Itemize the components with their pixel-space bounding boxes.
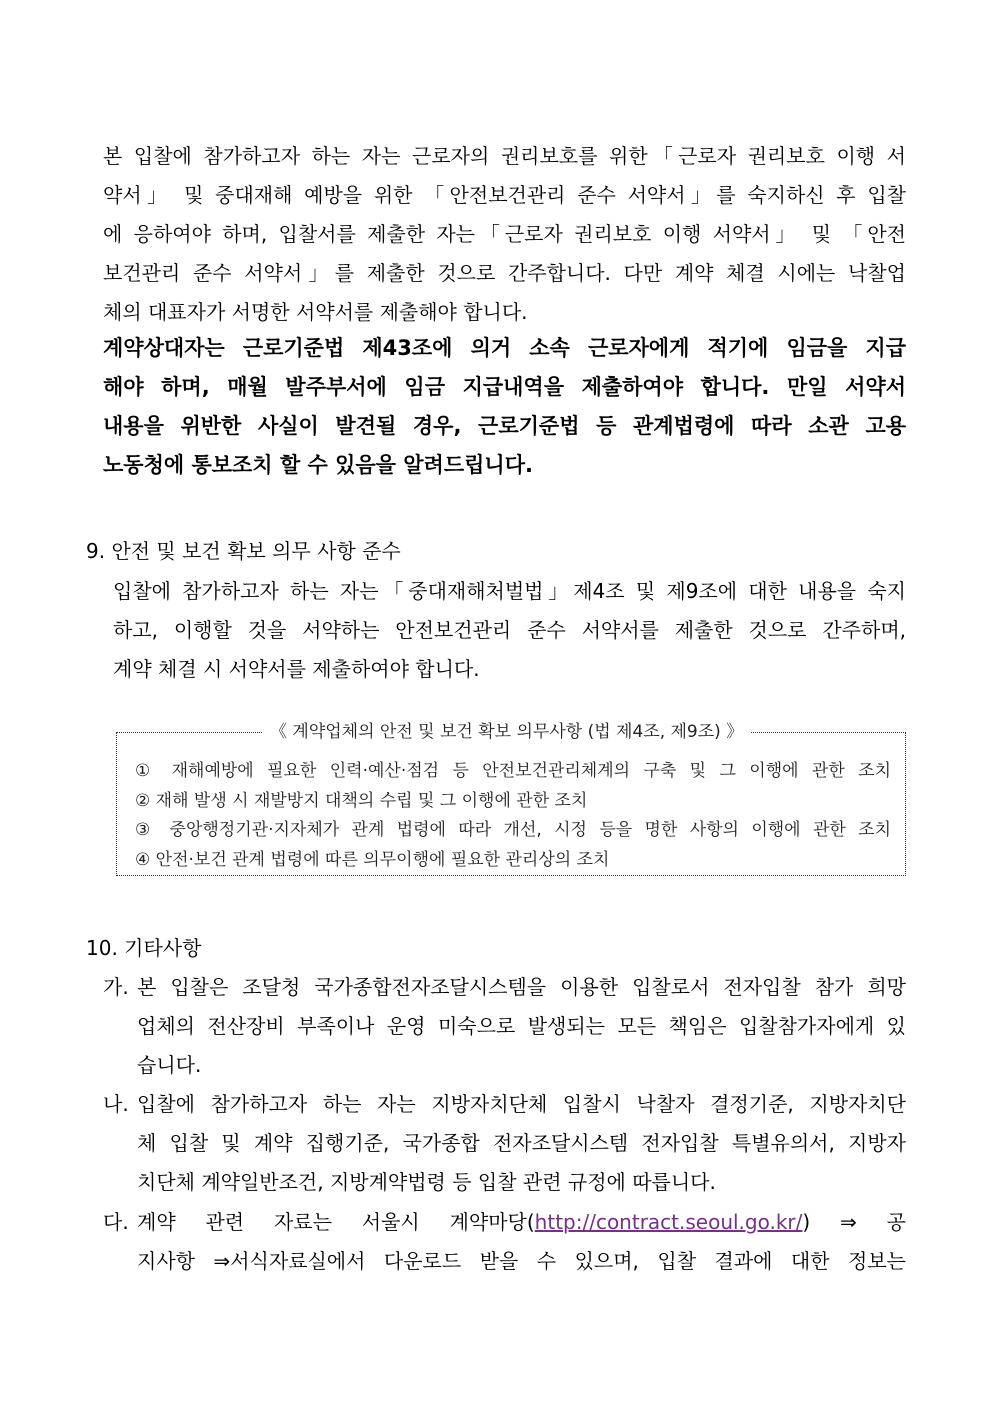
section-10-item-na — [103, 1085, 906, 1202]
item-line: 지사항 ⇒서식자료실에서 다운로드 받을 수 있으며, 입찰 결과에 대한 정보는 — [137, 1249, 906, 1273]
item-line: 본 입찰은 조달청 국가종합전자조달시스템을 이용한 입찰로서 전자입찰 참가 희망 — [137, 975, 906, 999]
obligation-item: ② 재해 발생 시 재발방지 대책의 수립 및 그 이행에 관한 조치 — [135, 791, 588, 811]
notice-line: 내용을 위반한 사실이 발견될 경우, 근로기준법 등 관계법령에 따라 소관 고용 — [103, 414, 906, 438]
item-body — [137, 1085, 906, 1202]
item-body — [137, 968, 906, 1085]
notice-line: 노동청에 통보조치 할 수 있음을 알려드립니다. — [103, 453, 533, 477]
intro-line: 체의 대표자가 서명한 서약서를 제출해야 합니다. — [103, 300, 528, 324]
item-line: 입찰에 참가하고자 하는 자는 지방자치단체 입찰시 낙찰자 결정기준, 지방자치단 — [137, 1092, 906, 1116]
section-9-line: 입찰에 참가하고자 하는 자는「중대재해처벌법」제4조 및 제9조에 대한 내용을 숙지 — [113, 579, 906, 603]
intro-line: 에 응하여야 하며, 입찰서를 제출한 자는「근로자 권리보호 이행 서약서」 및 「안전 — [103, 222, 906, 246]
item-marker: 다. — [103, 1210, 129, 1234]
item-line: 체 입찰 및 계약 집행기준, 국가종합 전자조달시스템 전자입찰 특별유의서, 지방자 — [137, 1131, 906, 1155]
item-body — [137, 1203, 906, 1281]
notice-line: 계약상대자는 근로기준법 제43조에 의거 소속 근로자에게 적기에 임금을 지급 — [103, 336, 906, 360]
section-9-title: 9. 안전 및 보건 확보 의무 사항 준수 — [86, 539, 401, 563]
section-10-title: 10. 기타사항 — [86, 936, 202, 960]
item-line: 치단체 계약일반조건, 지방계약법령 등 입찰 관련 규정에 따릅니다. — [137, 1170, 716, 1194]
obligation-item: ④ 안전·보건 관계 법령에 따른 의무이행에 필요한 관리상의 조치 — [135, 850, 610, 870]
obligations-box-title: 《 계약업체의 안전 및 보건 확보 의무사항 (법 제4조, 제9조) 》 — [262, 719, 751, 745]
section-9-line: 하고, 이행할 것을 서약하는 안전보건관리 준수 서약서를 제출한 것으로 간주하며, — [113, 618, 906, 642]
section-9-paragraph — [113, 572, 906, 689]
intro-paragraph — [103, 137, 906, 332]
wage-notice-paragraph — [103, 329, 906, 485]
obligation-item: ③ 중앙행정기관·지자체가 관계 법령에 따라 개선, 시정 등을 명한 사항의 이행에 관한 조치 — [135, 820, 891, 840]
intro-line: 보건관리 준수 서약서」를 제출한 것으로 간주합니다. 다만 계약 체결 시에는 낙찰업 — [103, 261, 906, 285]
intro-line: 약서」 및 중대재해 예방을 위한 「안전보건관리 준수 서약서」를 숙지하신 후 입찰 — [103, 183, 906, 207]
section-10-item-da — [103, 1203, 906, 1281]
section-10-item-ga — [103, 968, 906, 1085]
intro-line: 본 입찰에 참가하고자 하는 자는 근로자의 권리보호를 위한「근로자 권리보호 이행 서 — [103, 144, 906, 168]
section-9-line: 계약 체결 시 서약서를 제출하여야 합니다. — [113, 657, 480, 681]
item-marker: 나. — [103, 1092, 129, 1116]
obligation-item: ① 재해예방에 필요한 인력·예산·점검 등 안전보건관리체계의 구축 및 그 이행에 관한 조치 — [135, 761, 891, 781]
item-line: 업체의 전산장비 부족이나 운영 미숙으로 발생되는 모든 책임은 입찰참가자에게 있 — [137, 1014, 906, 1038]
item-text: ) ⇒ 공 — [802, 1210, 906, 1234]
item-text: 계약 관련 자료는 서울시 계약마당( — [137, 1210, 535, 1234]
contract-site-link[interactable]: http://contract.seoul.go.kr/ — [534, 1210, 803, 1234]
item-line — [137, 1203, 906, 1242]
notice-line: 해야 하며, 매월 발주부서에 임금 지급내역을 제출하여야 합니다. 만일 서약서 — [103, 375, 906, 399]
item-line: 습니다. — [137, 1053, 202, 1077]
item-marker: 가. — [103, 975, 129, 999]
